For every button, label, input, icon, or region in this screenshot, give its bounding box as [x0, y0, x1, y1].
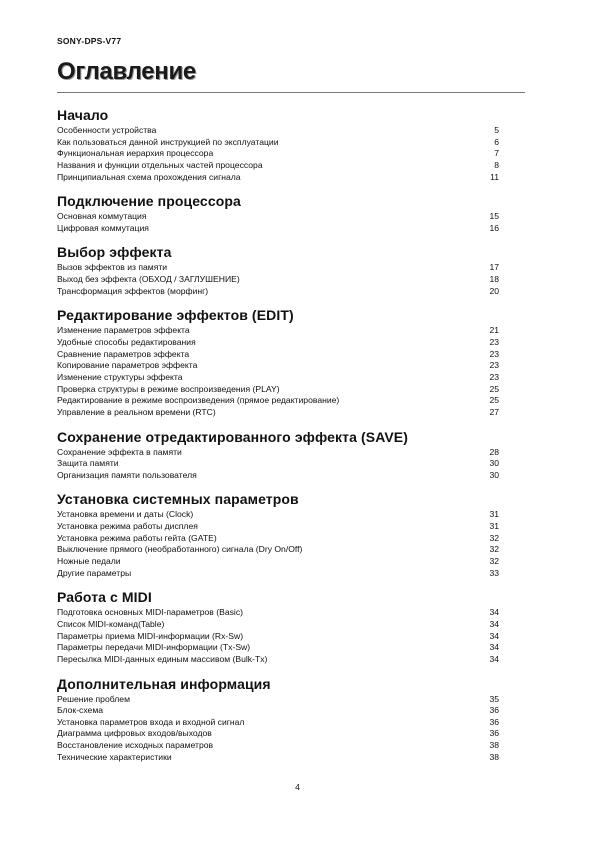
- toc-entry-page: 21: [489, 325, 499, 336]
- toc-entry: [57, 395, 499, 407]
- toc-entry-page: 36: [489, 705, 499, 716]
- toc-entry-page: 5: [494, 125, 499, 135]
- toc-section: [57, 428, 499, 482]
- toc-entry-page: 32: [489, 532, 499, 543]
- toc-entry-page: 7: [494, 148, 499, 159]
- section-heading: Установка системных параметров: [57, 491, 299, 508]
- toc-entry-title: Параметры передачи MIDI-информации (Tx-Sw): [57, 642, 251, 653]
- toc-entry: [57, 125, 499, 137]
- toc-section: [57, 192, 499, 234]
- toc-entry-title: Трансформация эффектов (морфинг): [57, 285, 209, 296]
- toc-entry: [57, 458, 499, 470]
- toc-section: [57, 106, 499, 183]
- toc-entry-title: Установка режима работы гейта (GATE): [57, 532, 217, 543]
- document-header: SONY-DPS-V77: [57, 36, 122, 46]
- toc-entry: [57, 223, 499, 235]
- toc-entry: [57, 533, 499, 545]
- toc-entry-title: Выход без эффекта (ОБХОД / ЗАГЛУШЕНИЕ): [57, 274, 240, 285]
- toc-entry: [57, 172, 499, 184]
- toc-entry: [57, 286, 499, 298]
- toc-entry: [57, 740, 499, 752]
- toc-entry: [57, 728, 499, 740]
- toc-entry-title: Выключение прямого (необработанного) сигнала (Dry On/Off): [57, 544, 303, 555]
- toc-entry: [57, 705, 499, 717]
- toc-entry-title: Список MIDI-команд(Table): [57, 618, 165, 629]
- toc-entry-page: 23: [489, 337, 499, 348]
- toc-entry-title: Сравнение параметров эффекта: [57, 348, 190, 359]
- toc-entry-page: 34: [489, 607, 499, 618]
- toc-entry: [57, 619, 499, 631]
- toc-entry-title: Управление в реальном времени (RTC): [57, 406, 216, 417]
- toc-entry: [57, 360, 499, 372]
- toc-entry-page: 16: [489, 222, 499, 233]
- toc-entry-page: 34: [489, 653, 499, 664]
- toc-entry-page: 34: [489, 630, 499, 641]
- toc-entry-title: Удобные способы редактирования: [57, 337, 196, 348]
- toc-entry: [57, 642, 499, 654]
- toc-entry: [57, 262, 499, 274]
- toc-entry: [57, 470, 499, 482]
- section-heading: Редактирование эффектов (EDIT): [57, 307, 294, 324]
- toc-entry: [57, 137, 499, 149]
- section-heading: Сохранение отредактированного эффекта (SAVE): [57, 428, 409, 445]
- toc-entry-title: Изменение параметров эффекта: [57, 325, 190, 336]
- toc-section: [57, 490, 499, 579]
- toc-entry-title: Решение проблем: [57, 693, 130, 704]
- toc-entry-page: 28: [489, 446, 499, 457]
- toc-entry-page: 31: [489, 509, 499, 520]
- toc-entry-page: 20: [489, 285, 499, 296]
- section-heading: Подключение процессора: [57, 193, 241, 210]
- toc-entry-title: Особенности устройства: [57, 125, 157, 135]
- toc-entry-page: 15: [489, 211, 499, 222]
- toc-entry: [57, 447, 499, 459]
- toc-entry-title: Параметры приема MIDI-информации (Rx-Sw): [57, 630, 244, 641]
- toc-entry-title: Блок-схема: [57, 705, 104, 716]
- toc-entry-title: Подготовка основных MIDI-параметров (Basic): [57, 607, 243, 618]
- toc-entry: [57, 556, 499, 568]
- toc-entry: [57, 349, 499, 361]
- toc-entry-title: Копирование параметров эффекта: [57, 360, 198, 371]
- toc-entry-page: 36: [489, 716, 499, 727]
- toc-entry-page: 35: [489, 693, 499, 704]
- page-title: Оглавление: [57, 58, 196, 85]
- toc-entry-page: 34: [489, 642, 499, 653]
- toc-entry-title: Технические характеристики: [57, 751, 172, 762]
- toc-entry-title: Как пользоваться данной инструкцией по эксплуатации: [57, 136, 279, 147]
- toc-entry: [57, 521, 499, 533]
- section-heading: Выбор эффекта: [57, 244, 172, 261]
- toc-entry: [57, 325, 499, 337]
- title-divider: [57, 92, 525, 93]
- toc-entry-page: 34: [489, 618, 499, 629]
- toc-entry: [57, 654, 499, 666]
- toc-entry-title: Цифровая коммутация: [57, 222, 149, 233]
- toc-entry-title: Пересылка MIDI-данных единым массивом (Bulk-Tx): [57, 653, 268, 664]
- toc-entry: [57, 717, 499, 729]
- toc-entry: [57, 544, 499, 556]
- toc-entry-page: 23: [489, 360, 499, 371]
- toc-entry: [57, 752, 499, 764]
- toc-entry: [57, 148, 499, 160]
- toc-entry-title: Принципиальная схема прохождения сигнала: [57, 171, 241, 182]
- toc-entry: [57, 607, 499, 619]
- toc-entry: [57, 509, 499, 521]
- toc-entry: [57, 274, 499, 286]
- toc-entry-page: 23: [489, 348, 499, 359]
- toc-entry-page: 18: [489, 274, 499, 285]
- toc-section: [57, 306, 499, 418]
- toc-entry-page: 25: [489, 395, 499, 406]
- toc-entry-title: Ножные педали: [57, 556, 121, 567]
- toc-entry-page: 38: [489, 751, 499, 762]
- toc-entry-page: 11: [490, 171, 499, 182]
- toc-entry-title: Сохранение эффекта в памяти: [57, 446, 182, 457]
- toc-entry-page: 30: [489, 469, 499, 480]
- toc-entry: [57, 372, 499, 384]
- toc-entry: [57, 160, 499, 172]
- toc-entry-page: 38: [489, 740, 499, 751]
- toc-entry: [57, 407, 499, 419]
- section-heading: Начало: [57, 107, 109, 123]
- toc-entry-page: 31: [489, 521, 499, 532]
- toc-entry-page: 32: [489, 556, 499, 567]
- toc-entry-title: Установка параметров входа и входной сигнал: [57, 716, 245, 727]
- toc-entry: [57, 211, 499, 223]
- toc-entry-page: 17: [489, 262, 499, 273]
- toc-entry-title: Функциональная иерархия процессора: [57, 148, 214, 159]
- toc-entry-title: Вызов эффектов из памяти: [57, 262, 168, 273]
- toc-entry-page: 23: [489, 371, 499, 382]
- toc-entry-title: Установка времени и даты (Clock): [57, 509, 194, 520]
- toc-section: [57, 588, 499, 665]
- table-of-contents: [57, 106, 499, 772]
- toc-entry-title: Диаграмма цифровых входов/выходов: [57, 728, 212, 739]
- toc-section: [57, 675, 499, 764]
- toc-entry-title: Восстановление исходных параметров: [57, 740, 214, 751]
- toc-section: [57, 243, 499, 297]
- toc-entry-title: Основная коммутация: [57, 211, 147, 222]
- page-number: 4: [295, 782, 300, 792]
- toc-entry-page: 8: [494, 159, 499, 170]
- toc-entry-title: Другие параметры: [57, 567, 132, 578]
- toc-entry: [57, 631, 499, 643]
- toc-entry-page: 30: [489, 458, 499, 469]
- toc-entry-page: 27: [489, 406, 499, 417]
- toc-entry-title: Защита памяти: [57, 458, 119, 469]
- toc-entry: [57, 384, 499, 396]
- toc-entry-title: Изменение структуры эффекта: [57, 371, 183, 382]
- toc-entry-page: 32: [489, 544, 499, 555]
- section-heading: Работа с MIDI: [57, 589, 152, 606]
- section-heading: Дополнительная информация: [57, 675, 271, 692]
- toc-entry-page: 36: [489, 728, 499, 739]
- toc-entry-page: 33: [489, 567, 499, 578]
- toc-entry-page: 25: [489, 383, 499, 394]
- toc-entry-title: Редактирование в режиме воспроизведения (прямое редактирование): [57, 395, 340, 406]
- toc-entry: [57, 694, 499, 706]
- toc-entry: [57, 337, 499, 349]
- toc-entry-title: Названия и функции отдельных частей процессора: [57, 159, 263, 170]
- toc-entry-title: Проверка структуры в режиме воспроизведения (PLAY): [57, 383, 280, 394]
- toc-entry-title: Организация памяти пользователя: [57, 469, 197, 480]
- toc-entry: [57, 568, 499, 580]
- toc-entry-page: 6: [494, 136, 499, 147]
- toc-entry-title: Установка режима работы дисплея: [57, 521, 198, 532]
